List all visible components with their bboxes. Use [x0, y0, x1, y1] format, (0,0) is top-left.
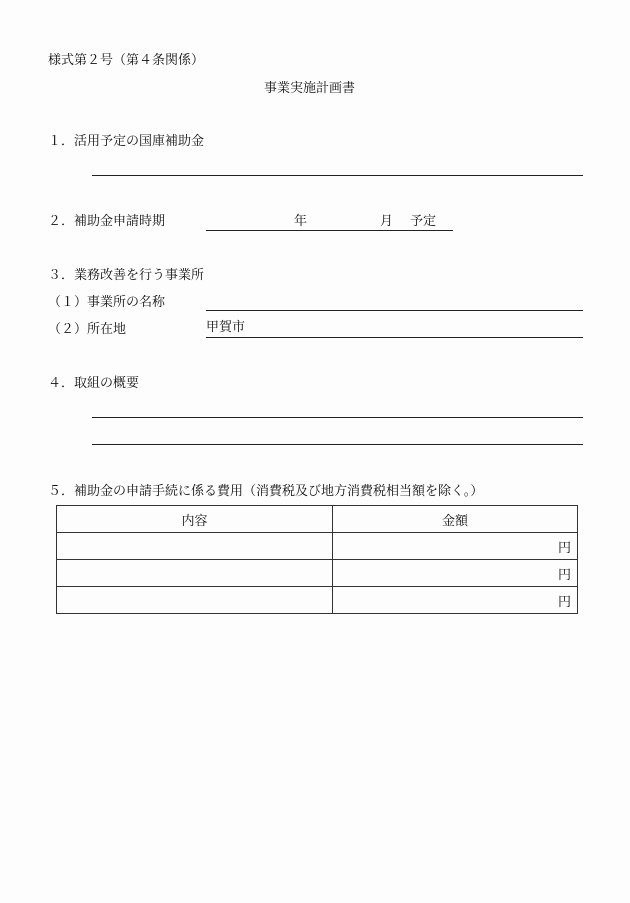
summary-line-1[interactable] — [92, 417, 583, 418]
section1-underline — [92, 175, 583, 176]
office-name-underline — [206, 310, 583, 311]
address-label: （２）所在地 — [48, 322, 127, 337]
office-name-field[interactable] — [206, 293, 582, 309]
cost-table — [56, 505, 578, 614]
table-row — [57, 533, 578, 560]
document-title: 事業実施計画書 — [264, 81, 356, 96]
section2-heading: ２．補助金申請時期 — [48, 214, 166, 229]
column-header-amount: 金額 — [333, 506, 578, 533]
form-number: 様式第２号（第４条関係） — [48, 53, 205, 68]
section2-underline — [206, 230, 453, 231]
table-row — [57, 587, 578, 614]
year-label: 年 — [294, 214, 308, 229]
cost-table-header — [57, 506, 578, 533]
office-name-label: （１）事業所の名称 — [48, 295, 166, 310]
table-row — [57, 560, 578, 587]
address-underline — [206, 337, 583, 338]
amount-cell[interactable]: 円 — [333, 560, 578, 587]
section1-value-field[interactable] — [92, 158, 582, 174]
amount-cell[interactable]: 円 — [333, 587, 578, 614]
section1-heading: １．活用予定の国庫補助金 — [48, 134, 205, 149]
content-cell[interactable] — [57, 533, 333, 560]
amount-cell[interactable]: 円 — [333, 533, 578, 560]
address-field[interactable]: 甲賀市 — [206, 320, 246, 335]
month-label: 月 — [380, 214, 394, 229]
content-cell[interactable] — [57, 560, 333, 587]
content-cell[interactable] — [57, 587, 333, 614]
summary-line-2[interactable] — [92, 444, 583, 445]
section4-heading: ４．取組の概要 — [48, 376, 140, 391]
plan-label: 予定 — [410, 214, 437, 229]
section5-heading: ５．補助金の申請手続に係る費用（消費税及び地方消費税相当額を除く。） — [48, 484, 484, 499]
section3-heading: ３．業務改善を行う事業所 — [48, 268, 205, 283]
column-header-content: 内容 — [57, 506, 333, 533]
